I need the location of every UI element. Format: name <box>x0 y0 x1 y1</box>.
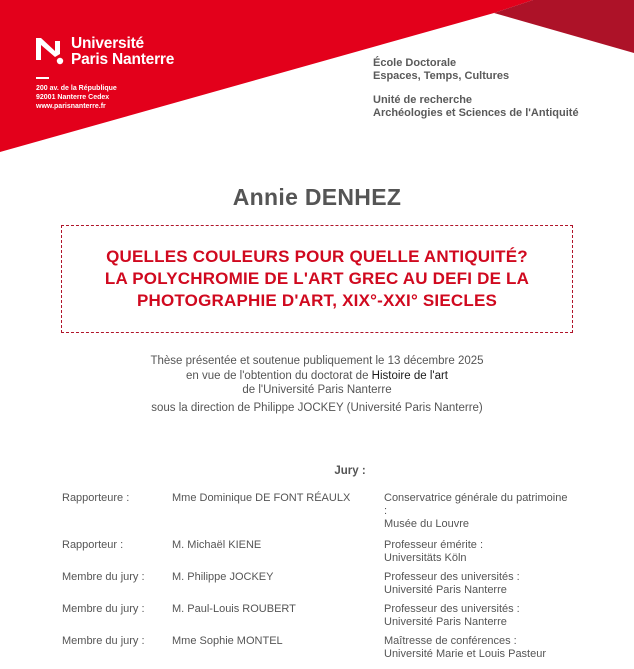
jury-name: M. Paul-Louis ROUBERT <box>172 603 296 615</box>
jury-affiliation <box>384 571 602 597</box>
jury-affiliation <box>384 603 602 629</box>
university-name <box>71 36 174 68</box>
doctorate-prefix: en vue de l'obtention du doctorat de <box>185 369 372 382</box>
doctoral-school-label: École Doctorale <box>373 57 457 69</box>
jury-role: Rapporteur : <box>62 539 124 551</box>
title-line-3: PHOTOGRAPHIE D'ART, XIX°-XXI° SIECLES <box>136 291 498 310</box>
thesis-title-box <box>61 225 573 333</box>
title-line-2: LA POLYCHROMIE DE L'ART GREC AU DEFI DE LA <box>104 269 530 288</box>
thesis-title <box>105 246 529 312</box>
affiliation-colon: : <box>384 505 388 517</box>
jury-name: M. Michaël KIENE <box>172 539 262 551</box>
affiliation-block <box>373 57 579 120</box>
jury-member <box>62 492 602 531</box>
affiliation-title: Professeur des universités : <box>384 603 520 615</box>
jury-role: Rapporteure : <box>62 492 130 504</box>
jury-affiliation <box>384 492 602 531</box>
address-city: 92001 Nanterre Cedex <box>36 94 110 101</box>
jury-list <box>62 492 602 667</box>
jury-heading-text: Jury : <box>334 465 366 477</box>
affiliation-title: Professeur émérite : <box>384 539 484 551</box>
jury-role: Membre du jury : <box>62 635 145 647</box>
banner-dark-red-shape <box>494 0 634 53</box>
jury-member <box>62 635 602 667</box>
title-line-1: QUELLES COULEURS POUR QUELLE ANTIQUITÉ? <box>106 247 528 266</box>
jury-member <box>62 571 602 603</box>
jury-member <box>62 603 602 635</box>
author-name: Annie DENHEZ <box>232 184 402 210</box>
doctorate-line <box>0 369 634 384</box>
research-unit-name: Archéologies et Sciences de l'Antiquité <box>373 107 579 119</box>
university-address <box>36 84 117 111</box>
supervisor-line: sous la direction de Philippe JOCKEY (Université Paris Nanterre) <box>151 401 483 414</box>
logo-line-1: Université <box>71 35 144 52</box>
jury-affiliation <box>384 635 602 661</box>
affiliation-institution: Université Marie et Louis Pasteur <box>384 648 547 660</box>
address-website: www.parisnanterre.fr <box>36 103 106 110</box>
jury-role: Membre du jury : <box>62 603 145 615</box>
discipline: Histoire de l'art <box>371 369 449 382</box>
paris-nanterre-logo-icon <box>36 37 66 65</box>
affiliation-title: Conservatrice générale du patrimoine <box>384 492 568 504</box>
jury-name: Mme Dominique DE FONT RÉAULX <box>172 492 351 504</box>
affiliation-institution: Musée du Louvre <box>384 518 469 530</box>
jury-affiliation <box>384 539 602 565</box>
affiliation-title: Maîtresse de conférences : <box>384 635 517 647</box>
logo-line-2: Paris Nanterre <box>71 51 175 68</box>
affiliation-institution: Université Paris Nanterre <box>384 616 507 628</box>
research-unit-label: Unité de recherche <box>373 94 473 106</box>
address-street: 200 av. de la République <box>36 85 117 92</box>
doctoral-school-name: Espaces, Temps, Cultures <box>373 70 510 82</box>
jury-role: Membre du jury : <box>62 571 145 583</box>
affiliation-institution: Université Paris Nanterre <box>384 584 507 596</box>
jury-heading <box>0 465 634 477</box>
defense-info <box>0 354 634 415</box>
logo-divider <box>36 77 49 79</box>
affiliation-title: Professeur des universités : <box>384 571 520 583</box>
university-line: de l'Université Paris Nanterre <box>242 384 392 396</box>
defense-date: Thèse présentée et soutenue publiquement le 13 décembre 2025 <box>150 355 484 367</box>
affiliation-institution: Universitäts Köln <box>384 552 467 564</box>
jury-member <box>62 539 602 571</box>
jury-name: M. Philippe JOCKEY <box>172 571 274 583</box>
jury-name: Mme Sophie MONTEL <box>172 635 283 647</box>
